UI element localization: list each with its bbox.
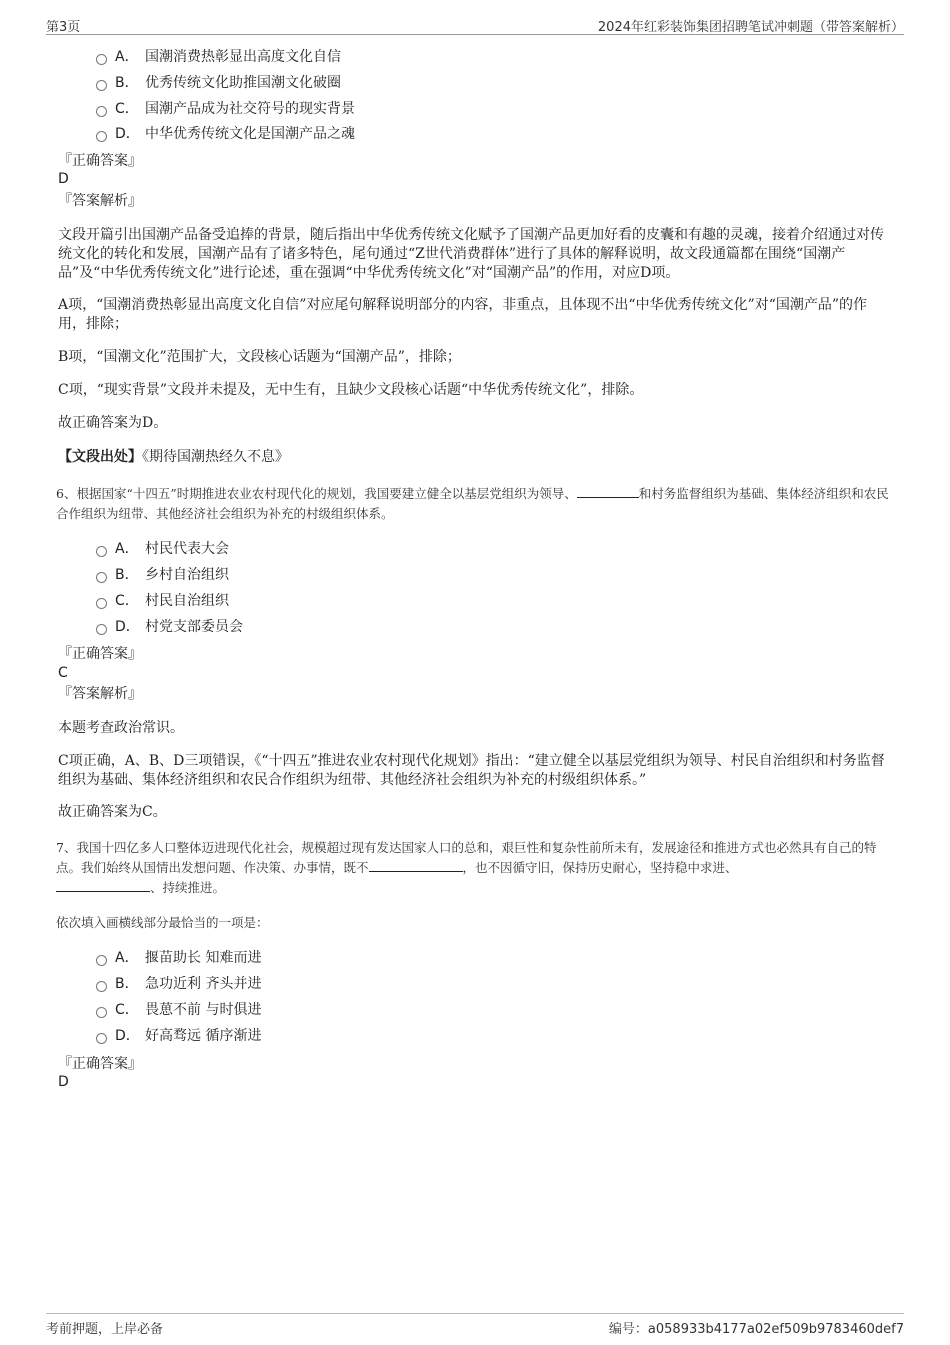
- q6-option-c[interactable]: C． 村民自治组织: [96, 591, 229, 611]
- q6-analysis-p3: 故正确答案为C。: [58, 804, 167, 820]
- q5-option-c[interactable]: C． 国潮产品成为社交符号的现实背景: [96, 99, 355, 119]
- q7-answer: D: [58, 1074, 69, 1090]
- page-header: [46, 14, 904, 35]
- q6-answer-label: 『正确答案』: [58, 646, 142, 662]
- q5-option-b[interactable]: B． 优秀传统文化助推国潮文化破圈: [96, 73, 341, 93]
- q7-answer-label: 『正确答案』: [58, 1056, 142, 1072]
- radio-icon[interactable]: [96, 1033, 107, 1044]
- radio-icon[interactable]: [96, 598, 107, 609]
- q6-analysis-p1: 本题考查政治常识。: [58, 720, 184, 736]
- q6-answer: C: [58, 665, 68, 681]
- q5-answer: D: [58, 171, 69, 187]
- q6-option-a[interactable]: A． 村民代表大会: [96, 539, 229, 559]
- q6-option-b[interactable]: B． 乡村自治组织: [96, 565, 229, 585]
- q5-option-d[interactable]: D． 中华优秀传统文化是国潮产品之魂: [96, 124, 355, 144]
- document-id: 编号：a058933b4177a02ef509b9783460def7: [608, 1322, 904, 1337]
- q5-analysis-p5: 故正确答案为D。: [58, 415, 168, 431]
- radio-icon[interactable]: [96, 955, 107, 966]
- radio-icon[interactable]: [96, 131, 107, 142]
- q5-analysis-p4: C项，“现实背景”文段并未提及，无中生有，且缺少文段核心话题“中华优秀传统文化”，排除。: [58, 382, 644, 398]
- q7-prompt: 依次填入画横线部分最恰当的一项是：: [56, 915, 269, 930]
- page-footer: [46, 1313, 904, 1338]
- radio-icon[interactable]: [96, 981, 107, 992]
- page-number: 第3页: [46, 20, 81, 35]
- q5-source-label: 【文段出处】: [58, 449, 142, 465]
- q5-analysis-p1: 文段开篇引出国潮产品备受追捧的背景，随后指出中华优秀传统文化赋予了国潮产品更加好看的皮囊和有趣的灵魂，接着介绍通过对传统文化的转化和发展，国潮产品有了诸多特色，尾句通过“Z世代消费群体”进行了具体的解释说明，故文段通篇都在围绕“国潮产品”及“中华优秀传统文化”进行论述，重在强调“中华优秀传统文化”对“国潮产品”的作用，对应D项。: [58, 227, 884, 281]
- q5-option-a[interactable]: A． 国潮消费热彰显出高度文化自信: [96, 47, 341, 67]
- q6-analysis-label: 『答案解析』: [58, 686, 142, 702]
- q5-analysis-p3: B项，“国潮文化”范围扩大，文段核心话题为“国潮产品”，排除；: [58, 349, 461, 365]
- q7-option-c[interactable]: C． 畏葸不前 与时俱进: [96, 1000, 261, 1020]
- q7-option-b[interactable]: B． 急功近利 齐头并进: [96, 974, 261, 994]
- q5-source-title: 《期待国潮热经久不息》: [142, 449, 289, 465]
- fill-blank: [56, 879, 150, 892]
- radio-icon[interactable]: [96, 106, 107, 117]
- q7-stem: 7、我国十四亿多人口整体迈进现代化社会，规模超过现有发达国家人口的总和，艰巨性和复杂性前所未有，发展途径和推进方式也必然具有自己的特点。我们始终从国情出发想问题、作决策、办事情，既不 ，也不因循守旧，保持历史耐心，坚持稳中求进、 、持续推进。: [56, 840, 877, 895]
- radio-icon[interactable]: [96, 1007, 107, 1018]
- q7-option-d[interactable]: D． 好高骛远 循序渐进: [96, 1026, 261, 1046]
- q6-option-d[interactable]: D． 村党支部委员会: [96, 617, 243, 637]
- fill-blank: [577, 485, 639, 498]
- q7-option-a[interactable]: A． 揠苗助长 知难而进: [96, 948, 261, 968]
- radio-icon[interactable]: [96, 80, 107, 91]
- q6-stem: 6、根据国家“十四五”时期推进农业农村现代化的规划，我国要建立健全以基层党组织为领导、 和村务监督组织为基础、集体经济组织和农民合作组织为纽带、其他经济社会组织为补充的村级组织体系。: [56, 486, 889, 521]
- radio-icon[interactable]: [96, 624, 107, 635]
- radio-icon[interactable]: [96, 546, 107, 557]
- q5-answer-label: 『正确答案』: [58, 153, 142, 169]
- fill-blank: [369, 859, 463, 872]
- q5-source: [58, 448, 888, 467]
- radio-icon[interactable]: [96, 54, 107, 65]
- footer-slogan: 考前押题，上岸必备: [46, 1322, 164, 1337]
- document-title: 2024年红彩装饰集团招聘笔试冲刺题（带答案解析）: [597, 20, 904, 35]
- q6-analysis-p2: C项正确，A、B、D三项错误，《“十四五”推进农业农村现代化规划》指出：“建立健全以基层党组织为领导、村民自治组织和村务监督组织为基础、集体经济组织和农民合作组织为纽带、其他经济社会组织为补充的村级组织体系。”: [58, 753, 885, 788]
- q5-analysis-label: 『答案解析』: [58, 193, 142, 209]
- radio-icon[interactable]: [96, 572, 107, 583]
- q5-analysis-p2: A项，“国潮消费热彰显出高度文化自信”对应尾句解释说明部分的内容，非重点，且体现不出“中华优秀传统文化”对“国潮产品”的作用，排除；: [58, 297, 868, 332]
